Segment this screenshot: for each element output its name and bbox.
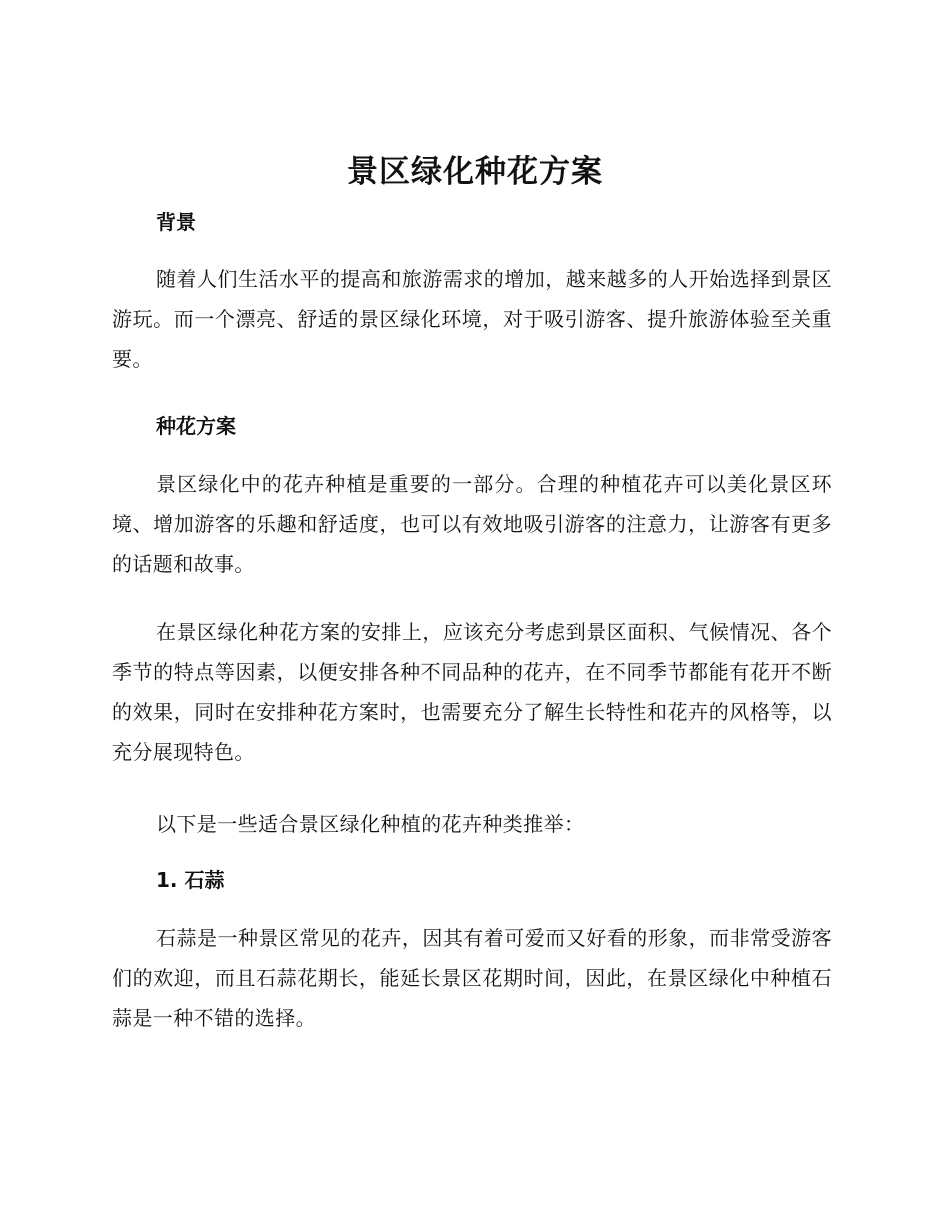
- paragraph-background: 随着人们生活水平的提高和旅游需求的增加，越来越多的人开始选择到景区游玩。而一个漂亮、舒适的景区绿化环境，对于吸引游客、提升旅游体验至关重要。: [112, 267, 832, 371]
- paragraph-lycoris: 石蒜是一种景区常见的花卉，因其有着可爱而又好看的形象，而非常受游客们的欢迎，而且石蒜花期长，能延长景区花期时间，因此，在景区绿化中种植石蒜是一种不错的选择。: [112, 926, 832, 1030]
- section-heading-background: 背景: [156, 210, 196, 234]
- section-heading-planting-plan: 种花方案: [156, 414, 236, 438]
- document-title: 景区绿化种花方案: [347, 154, 603, 190]
- paragraph-planting-importance: 景区绿化中的花卉种植是重要的一部分。合理的种植花卉可以美化景区环境、增加游客的乐趣和舒适度，也可以有效地吸引游客的注意力，让游客有更多的话题和故事。: [112, 472, 832, 576]
- paragraph-recommendation-intro: 以下是一些适合景区绿化种植的花卉种类推举：: [156, 812, 585, 836]
- section-heading-lycoris: 1. 石蒜: [156, 868, 225, 892]
- paragraph-planting-arrangement: 在景区绿化种花方案的安排上，应该充分考虑到景区面积、气候情况、各个季节的特点等因素，以便安排各种不同品种的花卉，在不同季节都能有花开不断的效果，同时在安排种花方案时，也需要充分了解生长特性和花卉的风格等，以充分展现特色。: [112, 620, 832, 764]
